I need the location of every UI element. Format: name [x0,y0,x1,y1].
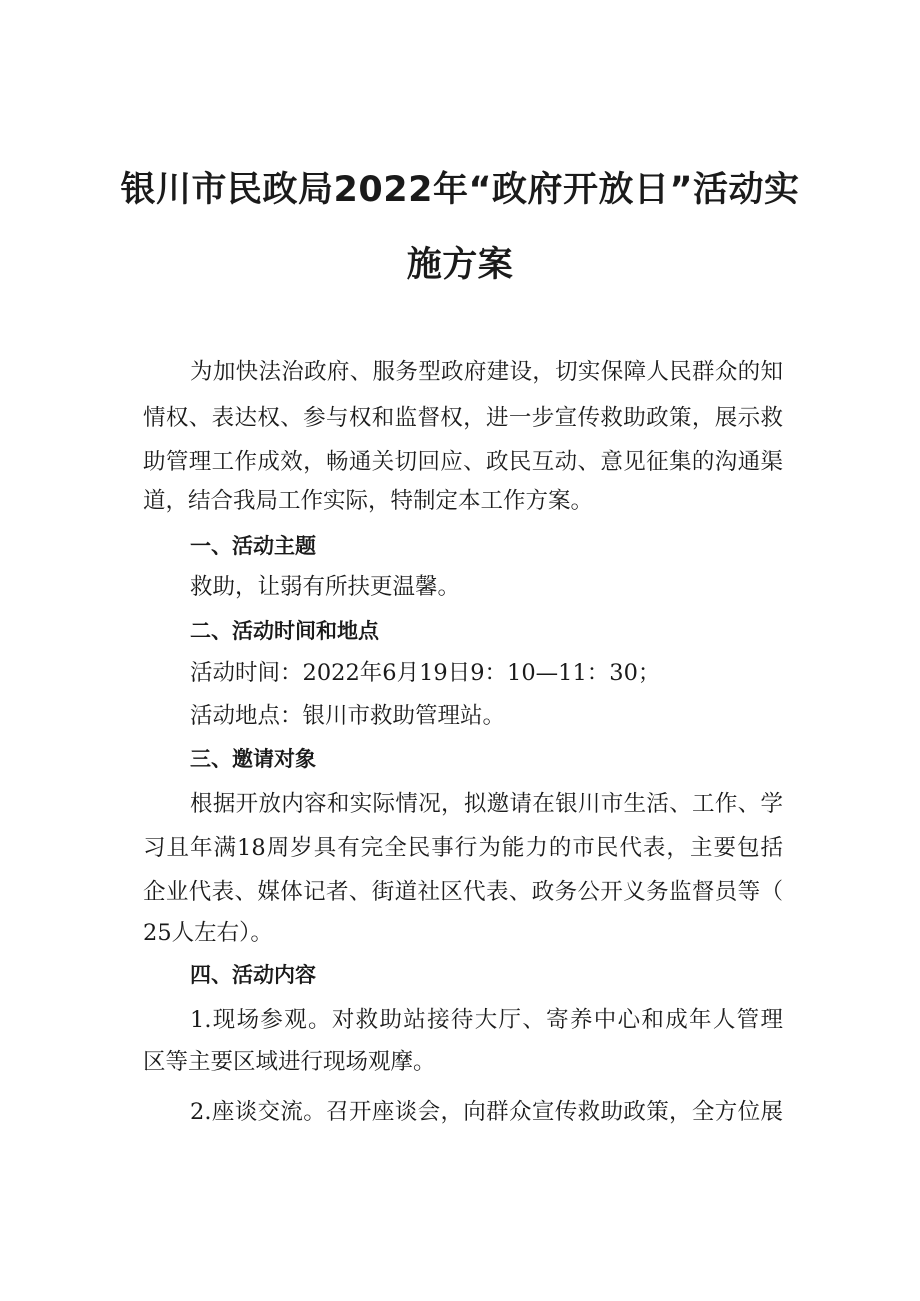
section-3-line: 习且年满18周岁具有完全民事行为能力的市民代表，主要包括 [143,835,783,861]
activity-time: 活动时间：2022年6月19日9：10—11：30； [190,660,661,686]
section-4-item-1-line: 1.现场参观。对救助站接待大厅、寄养中心和成年人管理 [190,1007,783,1033]
section-3-line: 根据开放内容和实际情况，拟邀请在银川市生活、工作、学 [190,791,783,817]
section-1-heading: 一、活动主题 [190,534,316,558]
section-4-item-2-line: 2.座谈交流。召开座谈会，向群众宣传救助政策，全方位展 [190,1099,783,1125]
document-title-line-2: 施方案 [406,245,514,285]
section-3-line: 25人左右）。 [143,920,273,946]
intro-paragraph-line: 情权、表达权、参与权和监督权，进一步宣传救助政策，展示救 [143,405,783,431]
section-4-heading: 四、活动内容 [190,963,316,987]
document-title-line-1: 银川市民政局2022年“政府开放日”活动实 [120,170,800,210]
activity-place: 活动地点：银川市救助管理站。 [190,703,506,729]
section-3-line: 企业代表、媒体记者、街道社区代表、政务公开义务监督员等（ [143,879,783,905]
section-1-text: 救助，让弱有所扶更温馨。 [190,574,461,600]
intro-paragraph-line: 助管理工作成效，畅通关切回应、政民互动、意见征集的沟通渠 [143,449,783,475]
section-3-heading: 三、邀请对象 [190,747,316,771]
section-2-heading: 二、活动时间和地点 [190,619,379,643]
section-4-item-1-line: 区等主要区域进行现场观摩。 [143,1049,436,1075]
intro-paragraph-line: 道，结合我局工作实际，特制定本工作方案。 [143,488,594,514]
intro-paragraph-line: 为加快法治政府、服务型政府建设，切实保障人民群众的知 [190,359,783,385]
